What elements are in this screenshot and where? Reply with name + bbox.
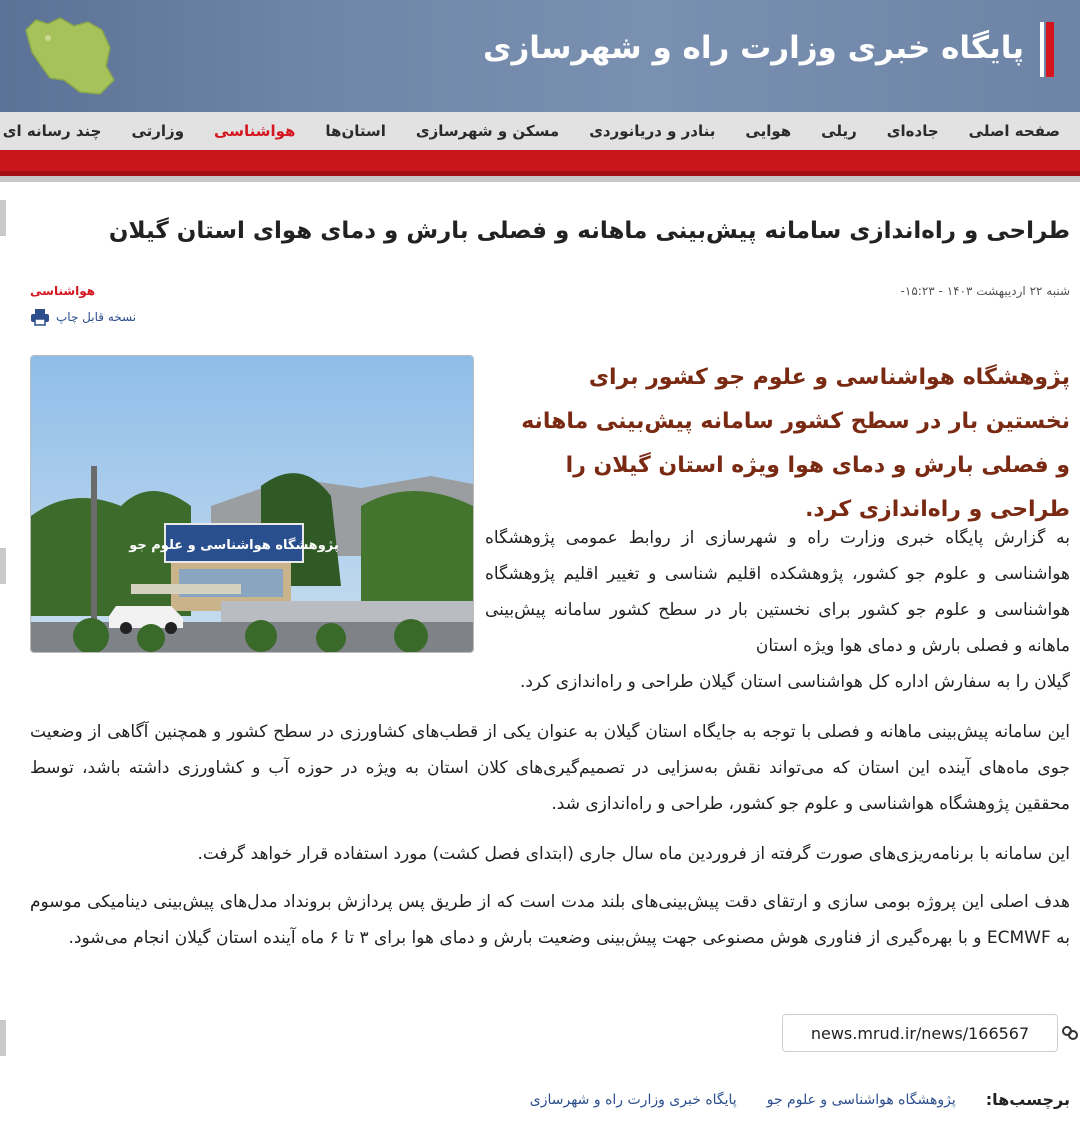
article-paragraph-2: این سامانه پیش‌بینی ماهانه و فصلی با توجه به جایگاه استان گیلان به عنوان یکی از قطب‌های کشاورزی در سطح کشور و همچنین آگاهی از وضعیت جوی ماه‌های آینده این استان که می‌تواند نقش به‌سزایی در تصمیم‌گیری‌های کلان استان به ویژه در حوزه آب و کشاورزی داشته باشد، توسط محققین پژوهشگاه هواشناسی و علوم جو کشور، طراحی و راه‌اندازی شد. (30, 722, 1070, 814)
tags-row (530, 1090, 1070, 1109)
nav-item-provinces[interactable]: استان‌ها (325, 122, 386, 140)
printer-icon (30, 308, 50, 326)
brand-mark-white (1040, 22, 1044, 77)
article-paragraph-1-end: گیلان را به سفارش اداره کل هواشناسی استان گیلان طراحی و راه‌اندازی کرد. (519, 672, 1070, 692)
print-link[interactable] (30, 308, 136, 326)
tag-link[interactable]: پایگاه خبری وزارت راه و شهرسازی (529, 1091, 737, 1108)
article-category[interactable]: هواشناسی (30, 284, 96, 298)
iran-map-logo[interactable] (18, 8, 130, 103)
nav-item-housing[interactable]: مسکن و شهرسازی (415, 122, 560, 140)
building-photo (31, 356, 473, 652)
short-link-field[interactable]: news.mrud.ir/news/166567 (782, 1014, 1058, 1052)
nav-item-home[interactable]: صفحه اصلی (968, 122, 1060, 140)
nav-item-air[interactable]: هوایی (745, 122, 792, 140)
nav-item-road[interactable]: جاده‌ای (886, 122, 939, 140)
edge-marker (0, 548, 6, 584)
article-title: طراحی و راه‌اندازی سامانه پیش‌بینی ماهانه و فصلی بارش و دمای هوای استان گیلان (108, 218, 1070, 244)
tag-link[interactable]: پژوهشگاه هواشناسی و علوم جو (766, 1091, 956, 1108)
nav-item-ports[interactable]: بنادر و دریانوردی (589, 122, 716, 140)
link-icon[interactable] (1060, 1022, 1080, 1042)
article-lead: پژوهشگاه هواشناسی و علوم جو کشور برای نخستین بار در سطح کشور سامانه پیش‌بینی ماهانه و فصلی بارش و دمای هوا ویژه استان گیلان را طراحی و راه‌اندازی کرد. (521, 365, 1070, 522)
header-red-bar (0, 150, 1080, 176)
site-brand[interactable]: پایگاه خبری وزارت راه و شهرسازی (483, 30, 1024, 66)
article-photo (30, 355, 474, 653)
main-nav (0, 112, 1080, 150)
nav-item-rail[interactable]: ریلی (821, 122, 857, 140)
nav-item-multimedia[interactable]: چند رسانه ای (2, 122, 102, 140)
site-header (0, 0, 1080, 112)
nav-item-ministry[interactable]: وزارتی (131, 122, 185, 140)
nav-item-meteorology[interactable]: هواشناسی (214, 122, 296, 140)
tags-label: برچسب‌ها: (985, 1090, 1070, 1109)
print-label: نسخه قابل چاپ (56, 310, 137, 324)
header-shadow (0, 176, 1080, 182)
edge-marker (0, 200, 6, 236)
brand-mark (1046, 22, 1054, 77)
article-date: شنبه ۲۲ اردیبهشت ۱۴۰۳ - ۱۵:۲۳- (900, 284, 1070, 298)
edge-marker (0, 1020, 6, 1056)
article-paragraph-3: این سامانه با برنامه‌ریزی‌های صورت گرفته از فروردین ماه سال جاری (ابتدای فصل کشت) مورد استفاده قرار خواهد گرفت. (197, 844, 1070, 864)
photo-sign-text: پژوهشگاه هواشناسی و علوم جو (129, 538, 339, 553)
article-paragraph-1: به گزارش پایگاه خبری وزارت راه و شهرسازی از روابط عمومی پژوهشگاه هواشناسی و علوم جو کشور، پژوهشکده اقلیم شناسی و تغییر اقلیم پژوهشگاه هواشناسی و علوم جو کشور برای نخستین بار در سطح کشور سامانه پیش‌بینی ماهانه و فصلی بارش و دمای هوا ویژه استان (485, 528, 1070, 656)
article-paragraph-4: هدف اصلی این پروژه بومی سازی و ارتقای دقت پیش‌بینی‌های بلند مدت است که از طریق پس پردازش برونداد مدل‌های پیش‌بینی دینامیکی موسوم به ECMWF و با بهره‌گیری از فناوری هوش مصنوعی جهت پیش‌بینی وضعیت بارش و دمای هوا برای ۳ تا ۶ ماه آینده استان گیلان انجام می‌شود. (30, 892, 1070, 948)
